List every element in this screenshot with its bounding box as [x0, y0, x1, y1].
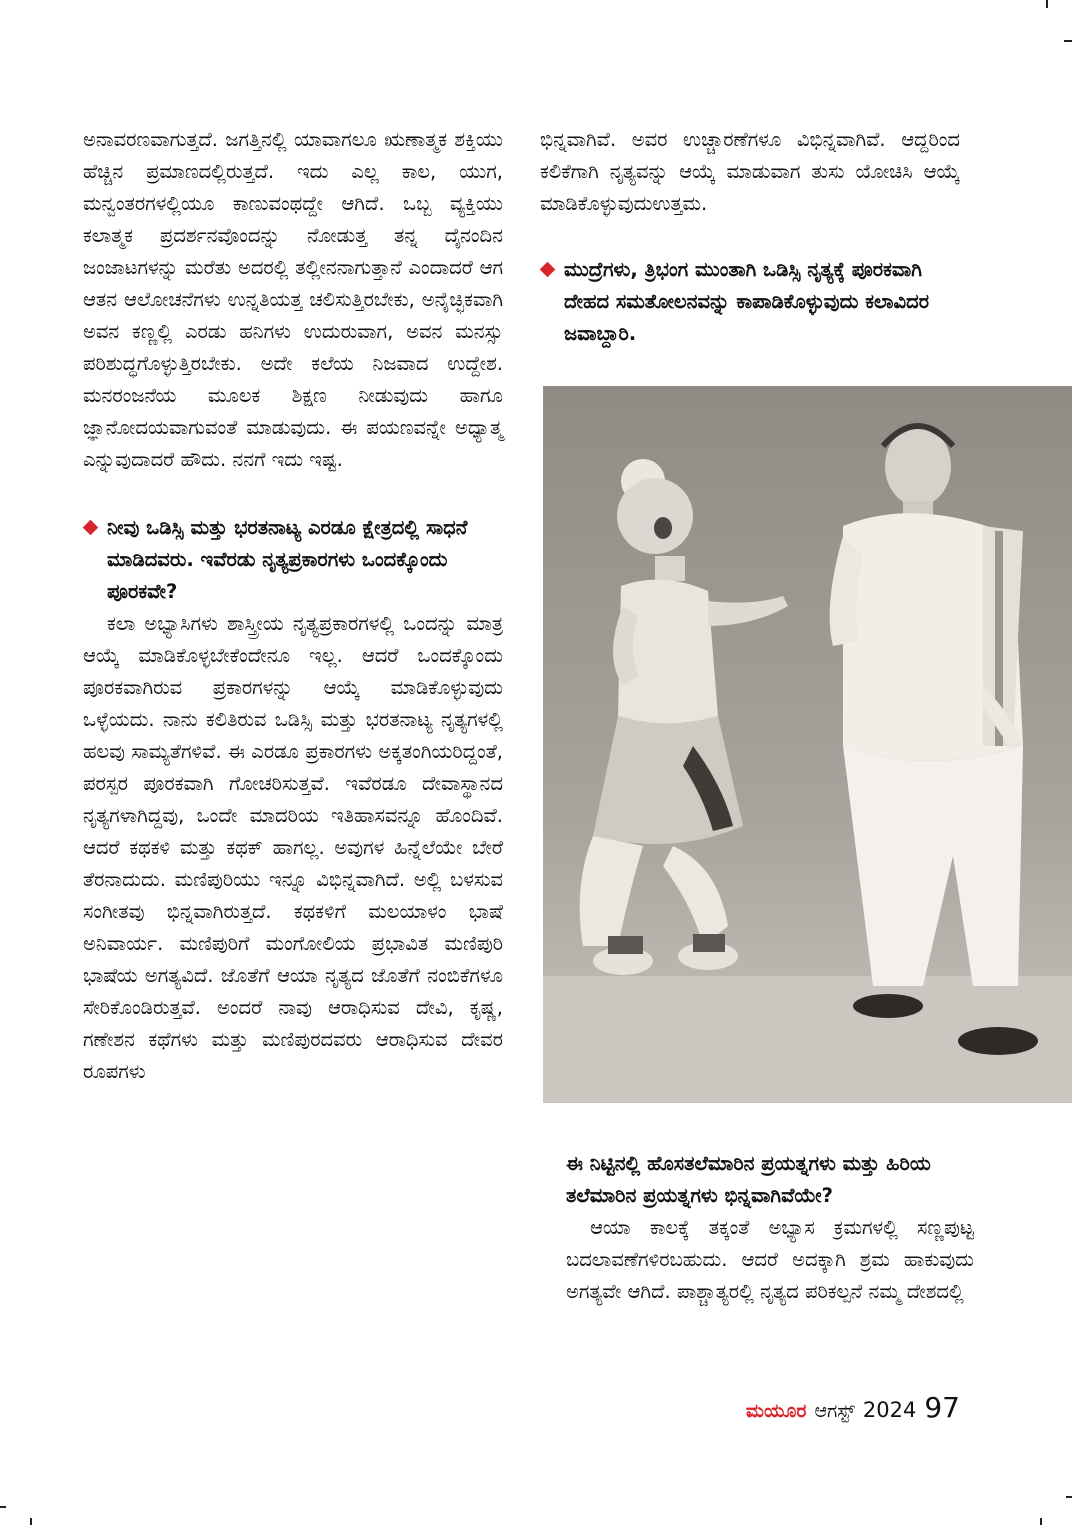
photo-illustration	[543, 386, 1072, 1103]
pull-quote	[540, 254, 960, 350]
page-number: 97	[924, 1391, 960, 1424]
right-column-top	[540, 124, 960, 350]
body-paragraph: ಭಿನ್ನವಾಗಿವೆ. ಅವರ ಉಚ್ಚಾರಣೆಗಳೂ ವಿಭಿನ್ನವಾಗಿವೆ. ಆದ್ದರಿಂದ ಕಲಿಕೆಗಾಗಿ ನೃತ್ಯವನ್ನು ಆಯ್ಕೆ ಮಾಡುವಾಗ ತುಸು ಯೋಚಿಸಿ ಆಯ್ಕೆ ಮಾಡಿಕೊಳ್ಳುವುದುಉತ್ತಮ.	[540, 128, 960, 215]
page-footer	[746, 1391, 960, 1424]
dance-photo	[543, 386, 1072, 1103]
interview-question	[566, 1148, 974, 1212]
question-text: ಈ ನಿಟ್ಟಿನಲ್ಲಿ ಹೊಸತಲೆಮಾರಿನ ಪ್ರಯತ್ನಗಳು ಮತ್ತು ಹಿರಿಯ ತಲೆಮಾರಿನ ಪ್ರಯತ್ನಗಳು ಭಿನ್ನವಾಗಿವೆಯೇ?	[566, 1152, 931, 1207]
crop-mark	[1066, 1496, 1072, 1498]
left-column	[83, 124, 503, 1088]
pull-quote-text: ಮುದ್ರೆಗಳು, ತ್ರಿಭಂಗ ಮುಂತಾಗಿ ಒಡಿಸ್ಸಿ ನೃತ್ಯಕ್ಕೆ ಪೂರಕವಾಗಿ ದೇಹದ ಸಮತೋಲನವನ್ನು ಕಾಪಾಡಿಕೊಳ್ಳುವುದು ಕಲಾವಿದರ ಜವಾಬ್ದಾರಿ.	[564, 258, 930, 345]
crop-mark	[1040, 1518, 1042, 1525]
body-paragraph: ಅನಾವರಣವಾಗುತ್ತದೆ. ಜಗತ್ತಿನಲ್ಲಿ ಯಾವಾಗಲೂ ಋಣಾತ್ಮಕ ಶಕ್ತಿಯು ಹೆಚ್ಚಿನ ಪ್ರಮಾಣದಲ್ಲಿರುತ್ತದೆ. ಇದು ಎಲ್ಲ ಕಾಲ, ಯುಗ, ಮನ್ವಂತರಗಳಲ್ಲಿಯೂ ಕಾಣುವಂಥದ್ದೇ ಆಗಿದೆ. ಒಬ್ಬ ವ್ಯಕ್ತಿಯು ಕಲಾತ್ಮಕ ಪ್ರದರ್ಶನವೊಂದನ್ನು ನೋಡುತ್ತ ತನ್ನ ದೈನಂದಿನ ಜಂಜಾಟಗಳನ್ನು ಮರೆತು ಅದರಲ್ಲಿ ತಲ್ಲೀನನಾಗುತ್ತಾನೆ ಎಂದಾದರೆ ಆಗ ಆತನ ಆಲೋಚನೆಗಳು ಉನ್ನತಿಯತ್ತ ಚಲಿಸುತ್ತಿರಬೇಕು, ಅನೈಚ್ಛಿಕವಾಗಿ ಅವನ ಕಣ್ಣಲ್ಲಿ ಎರಡು ಹನಿಗಳು ಉದುರುವಾಗ, ಅವನ ಮನಸ್ಸು ಪರಿಶುದ್ಧಗೊಳ್ಳುತ್ತಿರಬೇಕು. ಅದೇ ಕಲೆಯ ನಿಜವಾದ ಉದ್ದೇಶ. ಮನರಂಜನೆಯ ಮೂಲಕ ಶಿಕ್ಷಣ ನೀಡುವುದು ಹಾಗೂ ಜ್ಞಾನೋದಯವಾಗುವಂತೆ ಮಾಡುವುದು. ಈ ಪಯಣವನ್ನೇ ಅಧ್ಯಾತ್ಮ ಎನ್ನುವುದಾದರೆ ಹೌದು. ನನಗೆ ಇದು ಇಷ್ಟ.	[83, 128, 503, 471]
issue-year: 2024	[862, 1398, 917, 1422]
diamond-bullet-icon	[83, 520, 99, 536]
crop-mark	[0, 1506, 6, 1508]
diamond-bullet-icon	[540, 262, 556, 278]
crop-mark	[1046, 0, 1048, 8]
interview-question	[83, 512, 503, 608]
right-column-bottom	[566, 1148, 974, 1308]
answer-paragraph: ಕಲಾ ಅಭ್ಯಾಸಿಗಳು ಶಾಸ್ತ್ರೀಯ ನೃತ್ಯಪ್ರಕಾರಗಳಲ್ಲಿ ಒಂದನ್ನು ಮಾತ್ರ ಆಯ್ಕೆ ಮಾಡಿಕೊಳ್ಳಬೇಕೆಂದೇನೂ ಇಲ್ಲ. ಆದರೆ ಒಂದಕ್ಕೊಂದು ಪೂರಕವಾಗಿರುವ ಪ್ರಕಾರಗಳನ್ನು ಆಯ್ಕೆ ಮಾಡಿಕೊಳ್ಳುವುದು ಒಳ್ಳೆಯದು. ನಾನು ಕಲಿತಿರುವ ಒಡಿಸ್ಸಿ ಮತ್ತು ಭರತನಾಟ್ಯ ನೃತ್ಯಗಳಲ್ಲಿ ಹಲವು ಸಾಮ್ಯತೆಗಳಿವೆ. ಈ ಎರಡೂ ಪ್ರಕಾರಗಳು ಅಕ್ಕತಂಗಿಯರಿದ್ದಂತೆ, ಪರಸ್ಪರ ಪೂರಕವಾಗಿ ಗೋಚರಿಸುತ್ತವೆ. ಇವೆರಡೂ ದೇವಾಸ್ಥಾನದ ನೃತ್ಯಗಳಾಗಿದ್ದವು, ಒಂದೇ ಮಾದರಿಯ ಇತಿಹಾಸವನ್ನೂ ಹೊಂದಿವೆ. ಆದರೆ ಕಥಕಳಿ ಮತ್ತು ಕಥಕ್ ಹಾಗಲ್ಲ. ಅವುಗಳ ಹಿನ್ನೆಲೆಯೇ ಬೇರೆ ತೆರನಾದುದು. ಮಣಿಪುರಿಯು ಇನ್ನೂ ವಿಭಿನ್ನವಾಗಿದೆ. ಅಲ್ಲಿ ಬಳಸುವ ಸಂಗೀತವು ಭಿನ್ನವಾಗಿರುತ್ತದೆ. ಕಥಕಳಿಗೆ ಮಲಯಾಳಂ ಭಾಷೆ ಅನಿವಾರ್ಯ. ಮಣಿಪುರಿಗೆ ಮಂಗೋಲಿಯ ಪ್ರಭಾವಿತ ಮಣಿಪುರಿ ಭಾಷೆಯ ಅಗತ್ಯವಿದೆ. ಜೊತೆಗೆ ಆಯಾ ನೃತ್ಯದ ಜೊತೆಗೆ ನಂಬಿಕೆಗಳೂ ಸೇರಿಕೊಂಡಿರುತ್ತವೆ. ಅಂದರೆ ನಾವು ಆರಾಧಿಸುವ ದೇವಿ, ಕೃಷ್ಣ, ಗಣೇಶನ ಕಥೆಗಳು ಮತ್ತು ಮಣಿಪುರದವರು ಆರಾಧಿಸುವ ದೇವರ ರೂಪಗಳು	[83, 612, 503, 1083]
question-text: ನೀವು ಒಡಿಸ್ಸಿ ಮತ್ತು ಭರತನಾಟ್ಯ ಎರಡೂ ಕ್ಷೇತ್ರದಲ್ಲಿ ಸಾಧನೆ ಮಾಡಿದವರು. ಇವೆರಡು ನೃತ್ಯಪ್ರಕಾರಗಳು ಒಂದಕ್ಕೊಂದು ಪೂರಕವೇ?	[107, 516, 468, 603]
crop-mark	[30, 1518, 32, 1525]
answer-paragraph: ಆಯಾ ಕಾಲಕ್ಕೆ ತಕ್ಕಂತೆ ಅಭ್ಯಾಸ ಕ್ರಮಗಳಲ್ಲಿ ಸಣ್ಣಪುಟ್ಟ ಬದಲಾವಣೆಗಳಿರಬಹುದು. ಆದರೆ ಅದಕ್ಕಾಗಿ ಶ್ರಮ ಹಾಕುವುದು ಅಗತ್ಯವೇ ಆಗಿದೆ. ಪಾಶ್ಚಾತ್ಯರಲ್ಲಿ ನೃತ್ಯದ ಪರಿಕಲ್ಪನೆ ನಮ್ಮ ದೇಶದಲ್ಲಿ	[566, 1216, 974, 1303]
magazine-brand: ಮಯೂರ	[745, 1400, 807, 1422]
crop-mark	[1064, 40, 1072, 42]
issue-month: ಆಗಸ್ಟ್	[814, 1400, 855, 1422]
